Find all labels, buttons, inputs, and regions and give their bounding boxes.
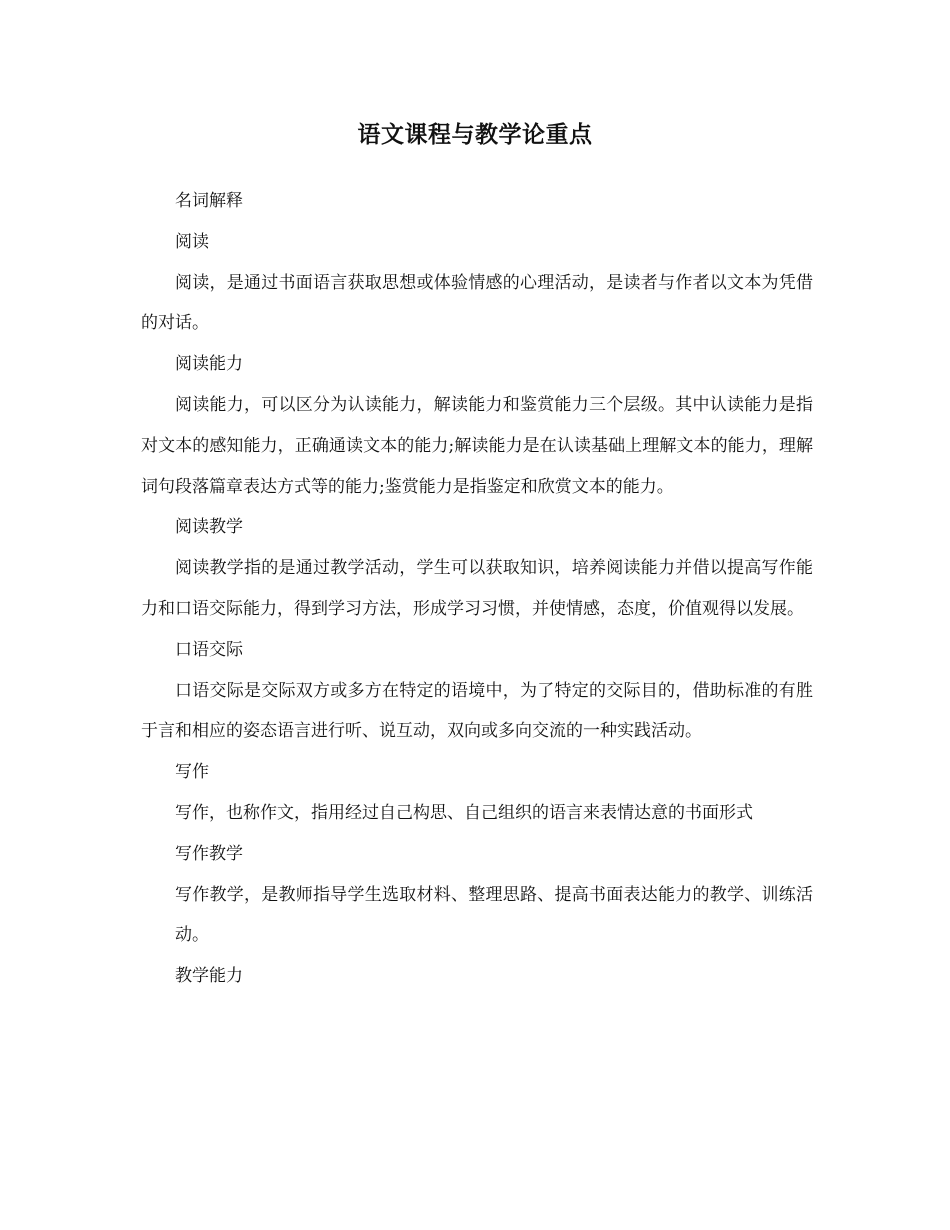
section-heading: 名词解释 [175,191,243,211]
term-heading-writing-teaching: 写作教学 [175,843,243,864]
term-heading-writing: 写作 [175,762,209,783]
term-definition-reading: 阅读，是通过书面语言获取思想或体验情感的心理活动，是读者与作者以文本为凭借的对话。 [141,272,813,334]
term-heading-oral-communication: 口语交际 [175,639,243,660]
document-body [141,181,813,997]
term-heading-teaching-ability: 教学能力 [175,966,243,987]
term-definition-writing: 写作，也称作文，指用经过自己构思、自己组织的语言来表情达意的书面形式 [175,802,753,823]
term-heading-reading-teaching: 阅读教学 [175,517,243,538]
document-title: 语文课程与教学论重点 [357,121,593,148]
term-definition-oral-communication: 口语交际是交际双方或多方在特定的语境中，为了特定的交际目的，借助标准的有胜于言和相应的姿态语言进行听、说互动，双向或多向交流的一种实践活动。 [141,680,813,742]
term-heading-reading: 阅读 [175,231,209,252]
term-heading-reading-ability: 阅读能力 [175,354,243,375]
term-definition-reading-teaching: 阅读教学指的是通过教学活动，学生可以获取知识，培养阅读能力并借以提高写作能力和口语交际能力，得到学习方法，形成学习习惯，并使情感，态度，价值观得以发展。 [141,558,813,619]
term-definition-reading-ability: 阅读能力，可以区分为认读能力，解读能力和鉴赏能力三个层级。其中认读能力是指对文本的感知能力，正确通读文本的能力;解读能力是在认读基础上理解文本的能力，理解词句段落篇章表达方式等的能力;鉴赏能力是指鉴定和欣赏文本的能力。 [141,394,813,497]
term-definition-writing-teaching: 写作教学，是教师指导学生选取材料、整理思路、提高书面表达能力的教学、训练活动。 [175,884,813,946]
